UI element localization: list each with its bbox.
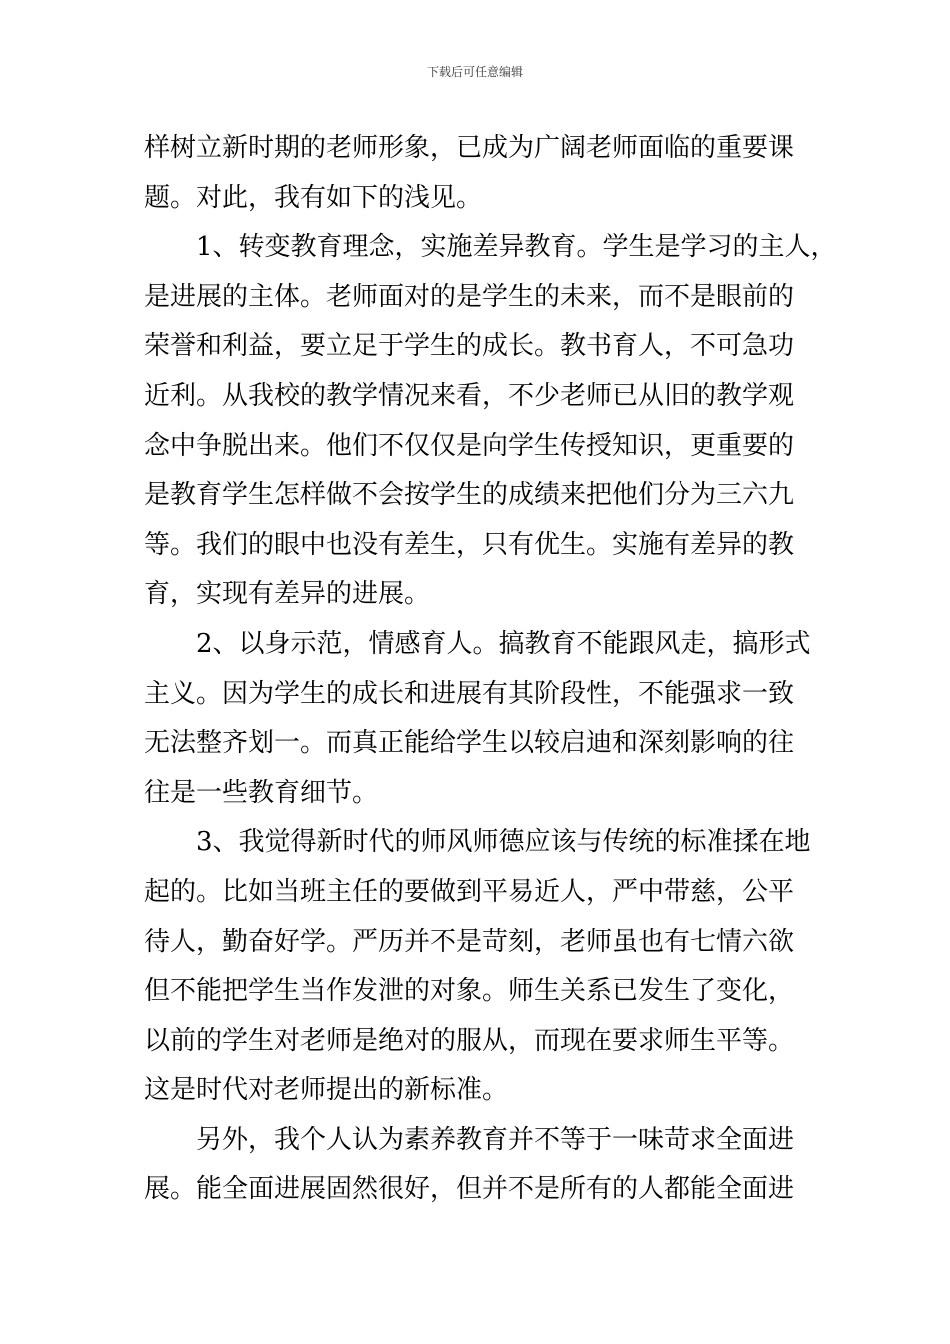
text-line: 近利。从我校的教学情况来看，不少老师已从旧的教学观 [144,380,795,411]
text-line: 这是时代对老师提出的新标准。 [144,1075,509,1106]
text-line: 起的。比如当班主任的要做到平易近人，严中带慈，公平 [144,876,795,907]
text-line: 育，实现有差异的进展。 [144,579,431,610]
text-line: 荣誉和利益，要立足于学生的成长。教书育人，不可急功 [144,331,795,362]
text-line: 往是一些教育细节。 [144,777,379,808]
document-body [144,124,837,1215]
text-line: 题。对此，我有如下的浅见。 [144,182,483,213]
text-line: 样树立新时期的老师形象，已成为广阔老师面临的重要课 [144,133,795,163]
text-line: 念中争脱出来。他们不仅仅是向学生传授知识，更重要的 [144,430,795,461]
text-line: 但不能把学生当作发泄的对象。师生关系已发生了变化， [144,976,795,1007]
text-line: 无法整齐划一。而真正能给学生以较启迪和深刻影响的往 [144,728,795,759]
text-line: 展。能全面进展固然很好，但并不是所有的人都能全面进 [144,1174,795,1205]
text-line: 是进展的主体。老师面对的是学生的未来，而不是眼前的 [144,281,795,312]
text-line: 是教育学生怎样做不会按学生的成绩来把他们分为三六九 [144,480,795,511]
text-line: 等。我们的眼中也没有差生，只有优生。实施有差异的教 [144,529,795,560]
text-line: 主义。因为学生的成长和进展有其阶段性，不能强求一致 [144,678,795,709]
paragraph-first-line: 另外，我个人认为素养教育并不等于一味苛求全面进 [196,1124,795,1155]
paragraph-first-line: 2、以身示范，情感育人。搞教育不能跟风走，搞形式 [196,628,811,659]
paragraph-first-line: 1、转变教育理念，实施差异教育。学生是学习的主人， [196,232,837,263]
text-line: 待人，勤奋好学。严历并不是苛刻，老师虽也有七情六欲 [144,926,795,957]
paragraph-first-line: 3、我觉得新时代的师风师德应该与传统的标准揉在地 [196,827,811,858]
page-header: 下载后可任意编辑 [426,65,523,79]
text-line: 以前的学生对老师是绝对的服从，而现在要求师生平等。 [144,1025,795,1056]
